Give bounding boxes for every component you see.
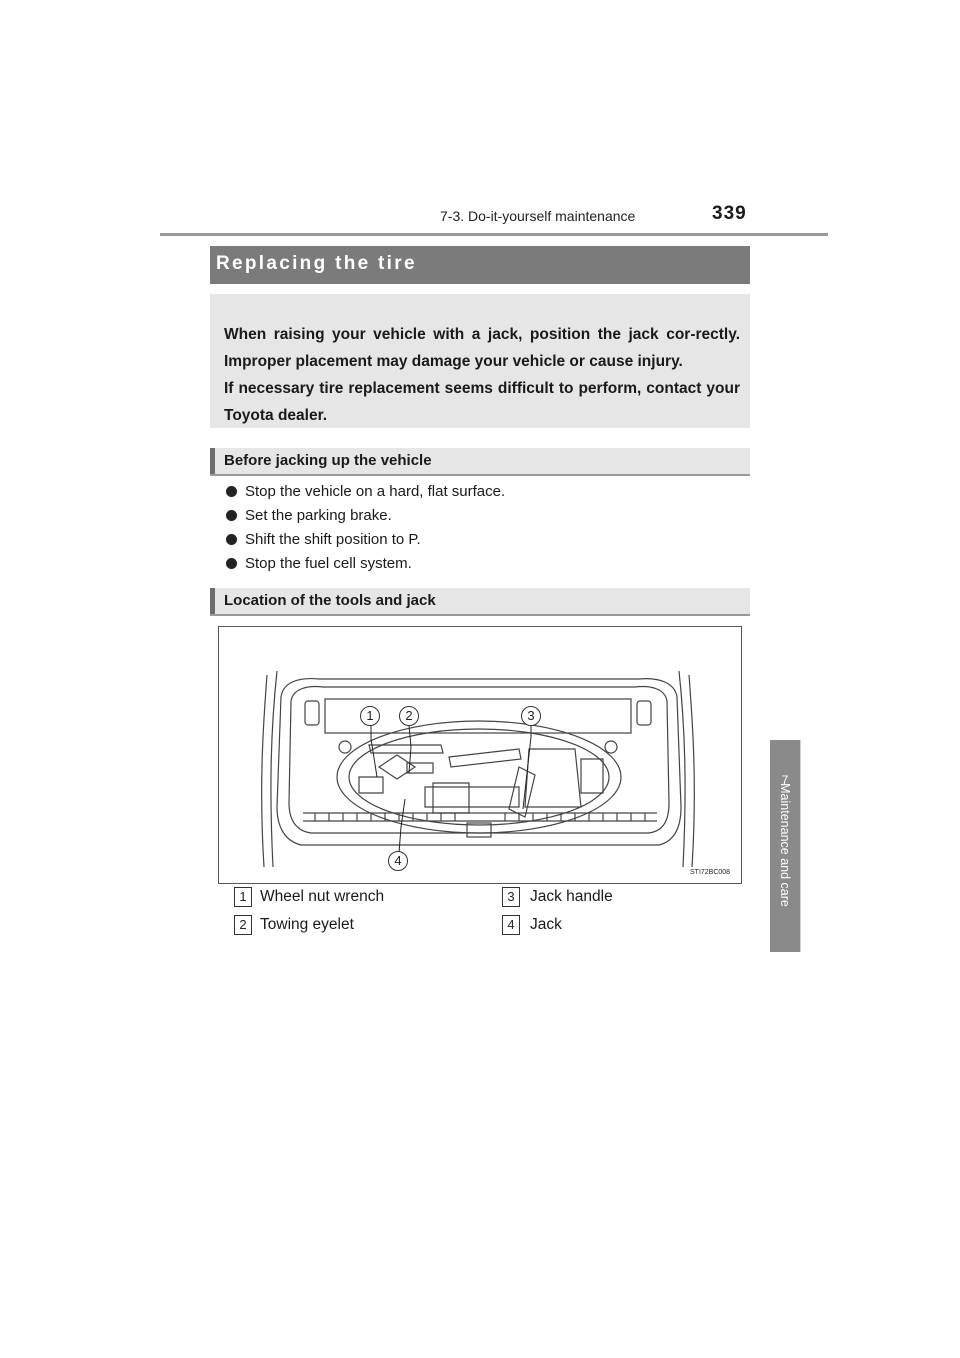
section-heading-text: Before jacking up the vehicle [224, 452, 432, 469]
legend-label: Wheel nut wrench [260, 888, 385, 905]
list-item [226, 531, 421, 548]
figure-callout: 2 [399, 706, 419, 726]
legend-number: 1 [234, 887, 252, 907]
legend-number: 3 [502, 887, 520, 907]
heading-rule [210, 614, 750, 616]
page-title: Replacing the tire [216, 253, 417, 274]
figure-callout: 1 [360, 706, 380, 726]
list-item [226, 507, 392, 524]
list-item-text: Stop the vehicle on a hard, flat surface. [245, 483, 506, 500]
chapter-tab-divider [800, 740, 801, 952]
intro-paragraph: If necessary tire replacement seems difficult to perform, contact your Toyota dealer. [224, 380, 740, 424]
running-header-section: 7-3. Do-it-yourself maintenance [440, 208, 636, 224]
bullet-icon [226, 534, 237, 545]
figure-callout: 4 [388, 851, 408, 871]
header-rule [160, 233, 828, 236]
chapter-tab-title-text: Maintenance and care [778, 783, 792, 907]
section-heading-tools-location [210, 588, 750, 614]
luggage-compartment-illustration [219, 627, 741, 883]
legend-number: 2 [234, 915, 252, 935]
intro-paragraph: When raising your vehicle with a jack, position the jack cor-rectly. Improper placement may damage your vehicle or cause injury. [224, 326, 740, 370]
heading-marker [210, 448, 215, 474]
chapter-tab-number: 7 [781, 773, 789, 787]
list-item-text: Set the parking brake. [245, 507, 392, 524]
figure-code: STI72BC008 [690, 869, 731, 876]
list-item [226, 555, 412, 572]
bullet-icon [226, 558, 237, 569]
list-item [226, 483, 505, 500]
legend-label: Towing eyelet [260, 916, 354, 933]
legend-number: 4 [502, 915, 520, 935]
heading-rule [210, 474, 750, 476]
section-heading-text: Location of the tools and jack [224, 592, 436, 609]
figure-callout: 3 [521, 706, 541, 726]
list-item-text: Shift the shift position to P. [245, 531, 421, 548]
bullet-icon [226, 486, 237, 497]
tools-location-figure [218, 626, 742, 884]
legend-label: Jack [530, 916, 562, 933]
legend-label: Jack handle [530, 888, 613, 905]
page-number: 339 [712, 203, 747, 224]
section-heading-before-jacking [210, 448, 750, 474]
heading-marker [210, 588, 215, 614]
list-item-text: Stop the fuel cell system. [245, 555, 412, 572]
bullet-icon [226, 510, 237, 521]
